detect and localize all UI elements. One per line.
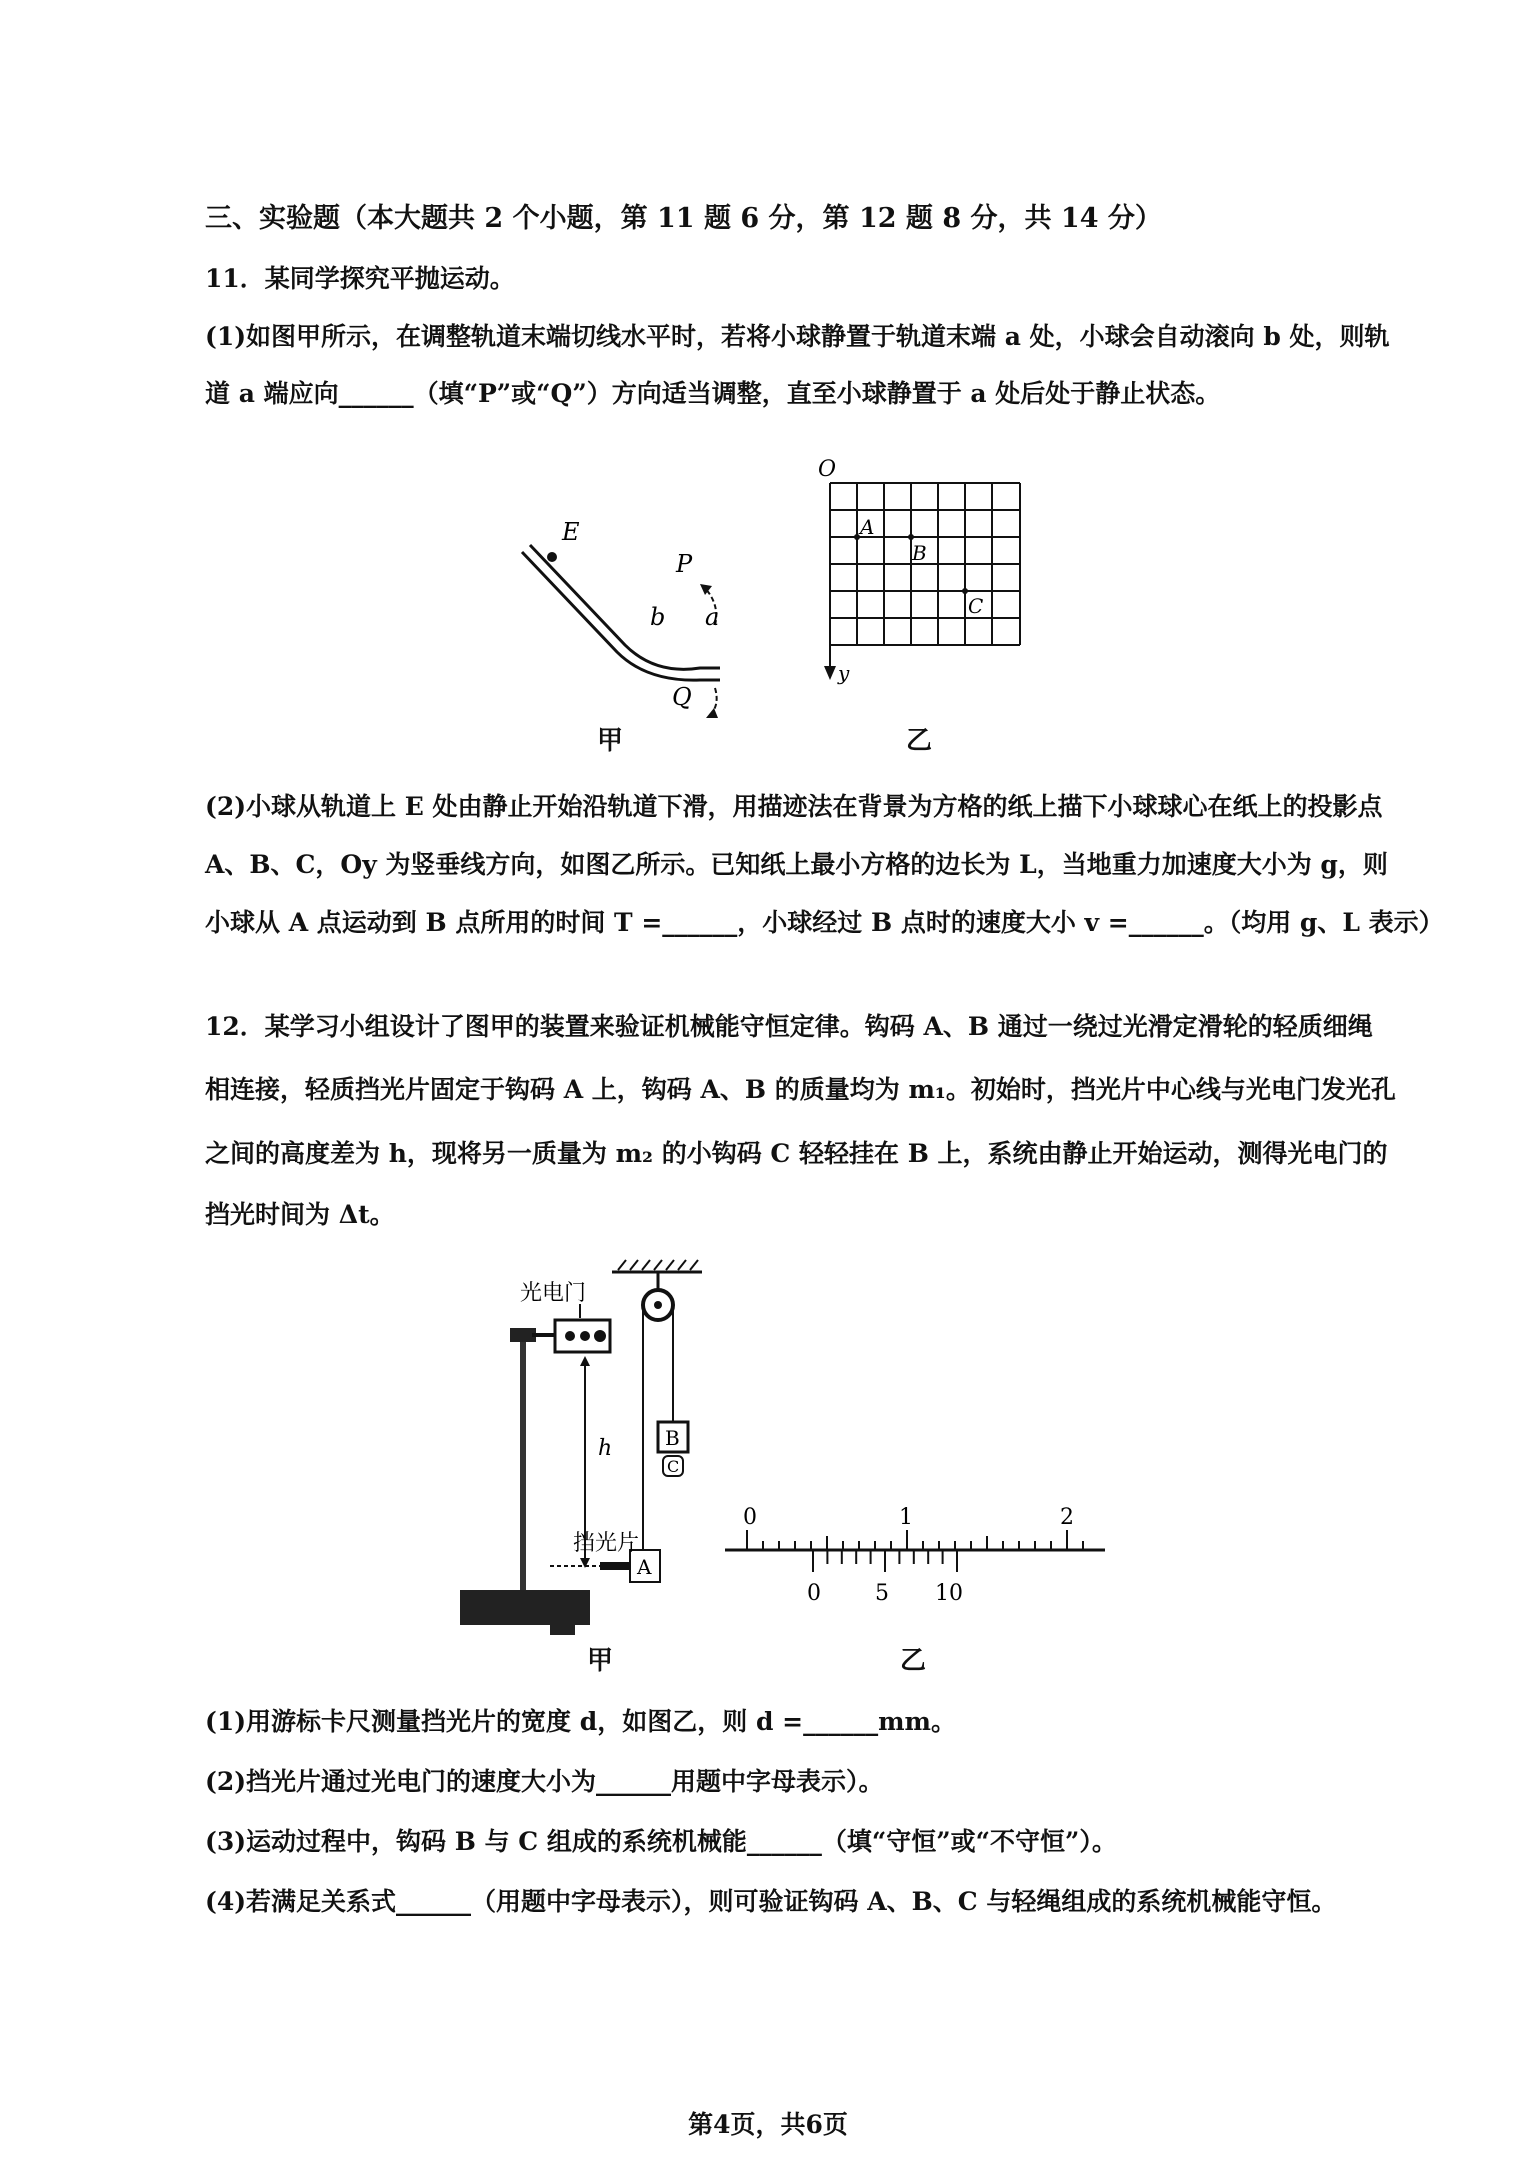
vernier-tick-5: 5 [875,1581,889,1606]
q12-line3: 之间的高度差为 h，现将另一质量为 m₂ 的小钩码 C 轻轻挂在 B 上，系统由静止开始运动，测得光电门的 [205,1139,1388,1168]
label-Q: Q [672,683,692,711]
q11-part1-line2: 道 a 端应向______（填“P”或“Q”）方向适当调整，直至小球静置于 a 处后处于静止状态。 [205,379,1221,408]
q11-title: 11．某同学探究平抛运动。 [205,264,515,293]
q11-part2-line2: A、B、C，Oy 为竖垂线方向，如图乙所示。已知纸上最小方格的边长为 L，当地重力加速度大小为 g，则 [205,850,1388,879]
q12-line1: 12．某学习小组设计了图甲的装置来验证机械能守恒定律。钩码 A、B 通过一绕过光滑定滑轮的轻质细绳 [205,1012,1373,1041]
q11-fig-jia-caption: 甲 [597,726,624,756]
height-label: h [598,1436,613,1461]
label-A: A [860,515,875,539]
label-O: O [818,458,837,482]
q12-sub3: (3)运动过程中，钩码 B 与 C 组成的系统机械能______（填“守恒”或“不守恒”）。 [205,1827,1117,1856]
track-diagram [520,500,750,720]
main-tick-0: 0 [743,1505,757,1530]
q11-part2-line1: (2)小球从轨道上 E 处由静止开始沿轨道下滑，用描迹法在背景为方格的纸上描下小球球心在纸上的投影点 [205,792,1383,821]
label-E: E [562,518,580,546]
page-footer: 第4页，共6页 [688,2110,848,2139]
q12-fig-yi-caption: 乙 [900,1646,927,1676]
q12-sub2: (2)挡光片通过光电门的速度大小为______用题中字母表示）。 [205,1767,884,1796]
photogate-label: 光电门 [520,1281,587,1306]
q12-fig-jia-caption: 甲 [587,1646,614,1676]
q11-fig-yi-caption: 乙 [906,726,933,756]
q12-line4: 挡光时间为 Δt。 [205,1200,395,1229]
weight-B-label: B [665,1426,680,1450]
weight-C-label: C [667,1457,680,1476]
label-P: P [676,550,693,578]
main-tick-2: 2 [1060,1505,1074,1530]
q11-part1-line1: (1)如图甲所示，在调整轨道末端切线水平时，若将小球静置于轨道末端 a 处，小球会自动滚向 b 处，则轨 [205,322,1390,351]
vernier-tick-10: 10 [935,1581,963,1606]
q12-sub4: (4)若满足关系式______（用题中字母表示），则可验证钩码 A、B、C 与轻绳组成的系统机械能守恒。 [205,1887,1337,1916]
vernier-caliper [725,1500,1115,1610]
label-y: y [838,661,850,685]
grid-diagram [810,458,1040,688]
label-B: B [912,541,927,565]
ball-icon [547,552,557,562]
shutter-label: 挡光片 [573,1531,640,1556]
q12-line2: 相连接，轻质挡光片固定于钩码 A 上，钩码 A、B 的质量均为 m₁。初始时，挡光片中心线与光电门发光孔 [205,1075,1396,1104]
weight-A-label: A [637,1555,652,1579]
label-C: C [968,594,984,618]
apparatus-diagram [440,1250,760,1635]
main-tick-1: 1 [899,1505,913,1530]
q12-sub1: (1)用游标卡尺测量挡光片的宽度 d，如图乙，则 d =______mm。 [205,1707,956,1736]
vernier-tick-0: 0 [807,1581,821,1606]
section-heading: 三、实验题（本大题共 2 个小题，第 11 题 6 分，第 12 题 8 分，共 14 分） [205,203,1162,234]
label-b: b [650,603,666,631]
q11-part2-line3: 小球从 A 点运动到 B 点所用的时间 T =______，小球经过 B 点时的速度大小 v =______。（均用 g、L 表示） [205,908,1444,937]
label-a: a [705,603,720,631]
